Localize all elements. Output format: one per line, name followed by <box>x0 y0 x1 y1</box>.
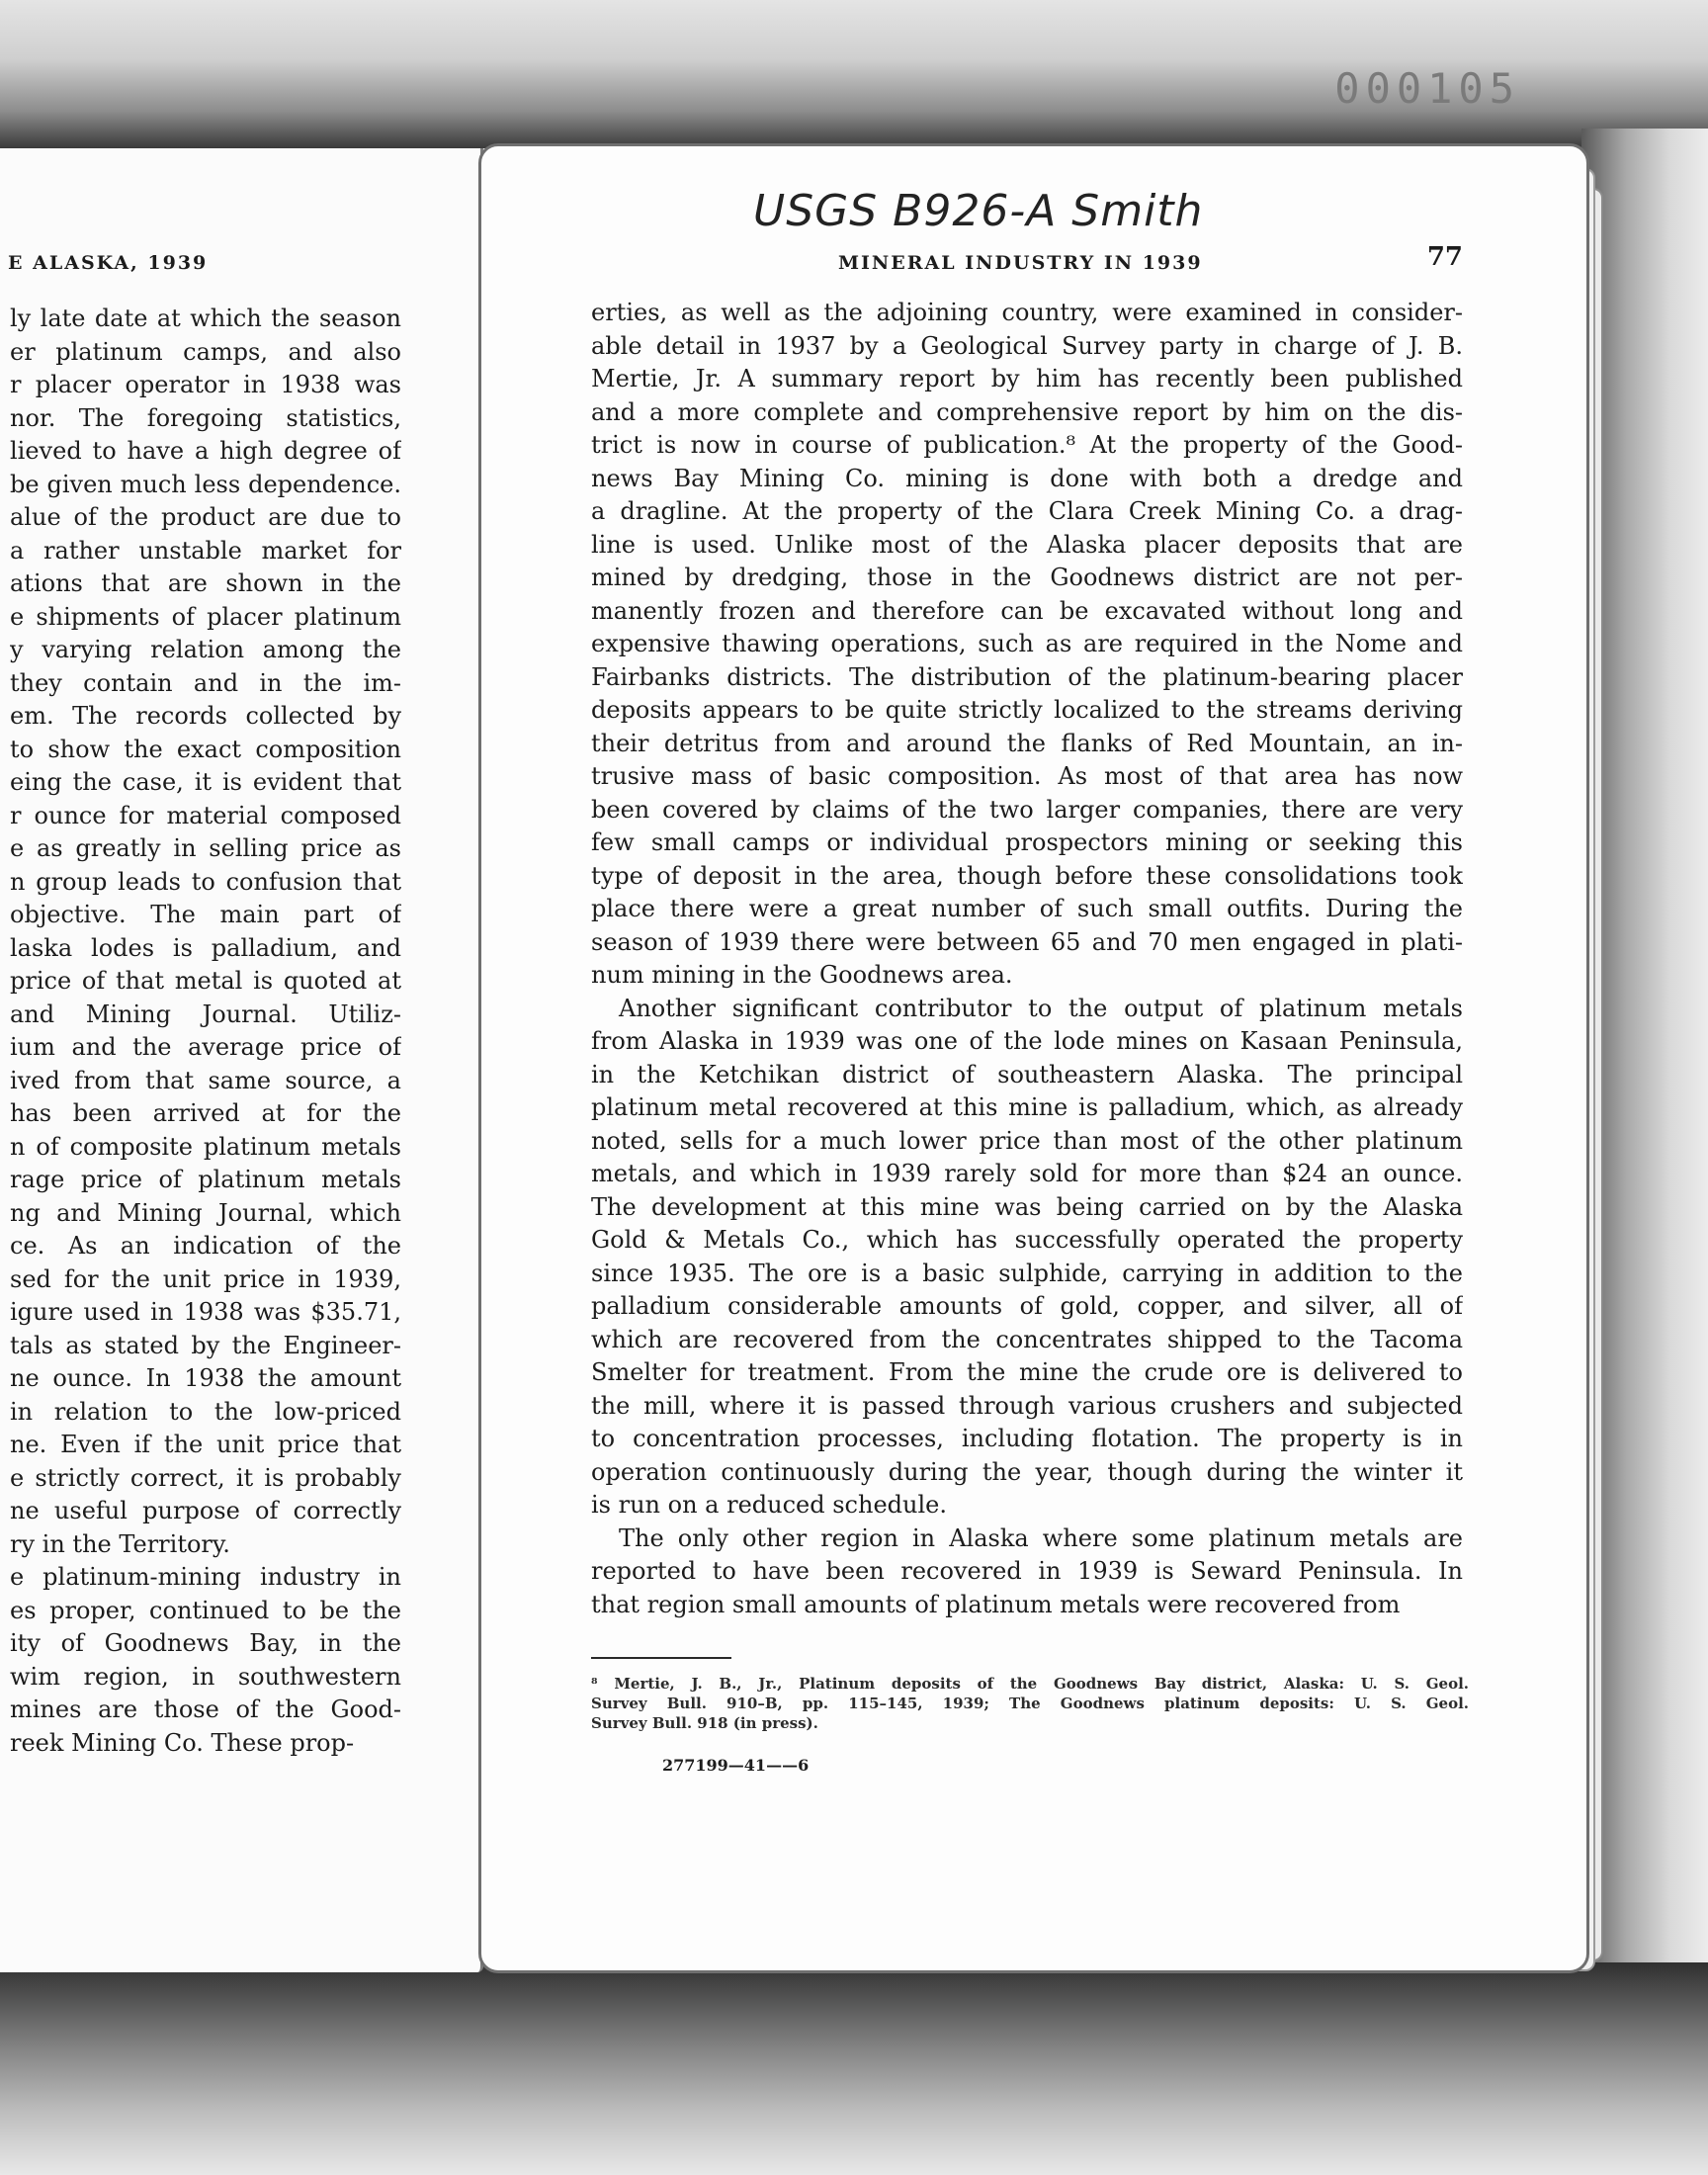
text-line: Another significant contributor to the output of platinum metals <box>619 994 1463 1022</box>
text-line: operation continuously during the year, though during the winter it <box>591 1457 1463 1486</box>
text-line: palladium considerable amounts of gold, copper, and silver, all of <box>591 1292 1463 1320</box>
left-page-text <box>10 303 401 1785</box>
text-line: noted, sells for a much lower price than most of the other platinum <box>591 1126 1463 1155</box>
text-line: ium and the average price of <box>10 1033 401 1061</box>
text-line: season of 1939 there were between 65 and 70 men engaged in plati- <box>591 927 1463 956</box>
text-line: mines are those of the Good- <box>10 1696 401 1723</box>
text-line: which are recovered from the concentrates shipped to the Tacoma <box>591 1325 1463 1353</box>
text-line: n of composite platinum metals <box>10 1132 401 1161</box>
text-line: their detritus from and around the flanks of Red Mountain, an in- <box>591 729 1463 757</box>
text-line: Mertie, Jr. A summary report by him has recently been published <box>591 365 1463 392</box>
text-line: news Bay Mining Co. mining is done with both a dredge and <box>591 464 1463 492</box>
text-line: to concentration processes, including flotation. The property is in <box>591 1425 1463 1452</box>
text-line: trict is now in course of publication.⁸ At the property of the Good- <box>591 431 1463 459</box>
text-line: a dragline. At the property of the Clara Creek Mining Co. a drag- <box>591 497 1463 525</box>
text-line: e platinum-mining industry in <box>10 1563 401 1591</box>
text-line: ne useful purpose of correctly <box>10 1497 401 1524</box>
text-line: ry in the Territory. <box>10 1529 230 1558</box>
text-line: from Alaska in 1939 was one of the lode mines on Kasaan Peninsula, <box>591 1027 1463 1055</box>
text-line: The only other region in Alaska where some platinum metals are <box>619 1523 1463 1552</box>
text-line: wim region, in southwestern <box>10 1662 401 1691</box>
text-line: r ounce for material composed <box>10 801 401 829</box>
text-line: has been arrived at for the <box>10 1099 401 1127</box>
text-line: Smelter for treatment. From the mine the crude ore is delivered to <box>591 1358 1463 1386</box>
text-line: eing the case, it is evident that <box>10 768 401 796</box>
text-line: Survey Bull. 918 (in press). <box>591 1714 818 1732</box>
text-line: nor. The foregoing statistics, <box>10 403 401 432</box>
text-line: mined by dredging, those in the Goodnews district are not per- <box>591 564 1463 591</box>
text-line: ly late date at which the season <box>10 304 401 332</box>
scanner-shadow-bottom <box>0 1962 1708 2175</box>
text-line: in relation to the low-priced <box>10 1397 401 1426</box>
text-line: em. The records collected by <box>10 702 401 730</box>
text-line: the mill, where it is passed through various crushers and subjected <box>591 1391 1463 1420</box>
text-line: e as greatly in selling price as <box>10 834 401 862</box>
text-line: y varying relation among the <box>10 636 401 663</box>
text-line: metals, and which in 1939 rarely sold for more than $24 an ounce. <box>591 1160 1463 1187</box>
page-number: 77 <box>1426 242 1463 272</box>
text-line: been covered by claims of the two larger companies, there are very <box>591 795 1463 824</box>
text-line: ity of Goodnews Bay, in the <box>10 1629 401 1657</box>
text-line: ations that are shown in the <box>10 569 401 597</box>
text-line: to show the exact composition <box>10 735 401 763</box>
text-line: num mining in the Goodnews area. <box>591 961 1013 989</box>
text-line: be given much less dependence. <box>10 470 401 498</box>
text-line: manently frozen and therefore can be excavated without long and <box>591 596 1463 625</box>
footnote <box>591 1674 1469 1743</box>
text-line: Gold & Metals Co., which has successfully operated the property <box>591 1226 1463 1254</box>
text-line: a rather unstable market for <box>10 536 401 565</box>
text-line: place there were a great number of such small outfits. During the <box>591 895 1463 922</box>
right-running-head: MINERAL INDUSTRY IN 1939 <box>838 252 1203 274</box>
text-line: r placer operator in 1938 was <box>10 371 401 398</box>
text-line: rage price of platinum metals <box>10 1166 401 1193</box>
text-line: erties, as well as the adjoining country, were examined in consider- <box>591 299 1463 326</box>
text-line: reek Mining Co. These prop- <box>10 1728 355 1757</box>
text-line: they contain and in the im- <box>10 668 401 697</box>
footnote-rule <box>591 1657 731 1659</box>
right-page-text <box>591 297 1463 1661</box>
text-line: few small camps or individual prospectors mining or seeking this <box>591 828 1463 856</box>
text-line: igure used in 1938 was $35.71, <box>10 1298 401 1326</box>
text-line: since 1935. The ore is a basic sulphide, carrying in addition to the <box>591 1259 1463 1287</box>
text-line: objective. The main part of <box>10 901 401 928</box>
text-line: n group leads to confusion that <box>10 867 401 896</box>
text-line: platinum metal recovered at this mine is palladium, which, as already <box>591 1093 1463 1121</box>
text-line: deposits appears to be quite strictly localized to the streams deriving <box>591 696 1463 724</box>
text-line: expensive thawing operations, such as are required in the Nome and <box>591 630 1463 657</box>
text-line: lieved to have a high degree of <box>10 437 401 465</box>
text-line: laska lodes is palladium, and <box>10 933 401 962</box>
text-line: e strictly correct, it is probably <box>10 1463 401 1492</box>
handwritten-note: USGS B926-A Smith <box>753 186 1204 236</box>
text-line: sed for the unit price in 1939, <box>10 1264 401 1293</box>
text-line: and Mining Journal. Utiliz- <box>10 1000 401 1028</box>
text-line: alue of the product are due to <box>10 503 401 531</box>
text-line: trusive mass of basic composition. As most of that area has now <box>591 762 1463 790</box>
text-line: ne. Even if the unit price that <box>10 1431 401 1458</box>
text-line: ne ounce. In 1938 the amount <box>10 1364 401 1392</box>
text-line: and a more complete and comprehensive report by him on the dis- <box>591 397 1463 426</box>
text-line: price of that metal is quoted at <box>10 967 401 995</box>
text-line: ived from that same source, a <box>10 1066 401 1094</box>
text-line: Fairbanks districts. The distribution of the platinum-bearing placer <box>591 662 1463 691</box>
text-line: Survey Bull. 910–B, pp. 115–145, 1939; The Goodnews platinum deposits: U. S. Geol. <box>591 1695 1469 1712</box>
text-line: ce. As an indication of the <box>10 1232 401 1260</box>
text-line: e shipments of placer platinum <box>10 602 401 631</box>
text-line: is run on a reduced schedule. <box>591 1491 947 1519</box>
text-line: The development at this mine was being carried on by the Alaska <box>591 1192 1463 1221</box>
left-running-head: E ALASKA, 1939 <box>8 252 209 274</box>
text-line: ng and Mining Journal, which <box>10 1198 401 1227</box>
text-line: reported to have been recovered in 1939 is Seward Peninsula. In <box>591 1557 1463 1585</box>
text-line: tals as stated by the Engineer- <box>10 1331 401 1359</box>
archive-stamp-number: 000105 <box>1334 64 1520 113</box>
text-line: in the Ketchikan district of southeastern Alaska. The principal <box>591 1060 1463 1088</box>
text-line: type of deposit in the area, though before these consolidations took <box>591 861 1463 890</box>
text-line: er platinum camps, and also <box>10 337 401 366</box>
text-line: ⁸ Mertie, J. B., Jr., Platinum deposits of the Goodnews Bay district, Alaska: U. S. Geol. <box>591 1675 1469 1693</box>
print-imprint: 277199—41——6 <box>662 1756 810 1775</box>
text-line: line is used. Unlike most of the Alaska placer deposits that are <box>591 530 1463 559</box>
text-line: that region small amounts of platinum metals were recovered from <box>591 1590 1401 1618</box>
text-line: es proper, continued to be the <box>10 1596 401 1624</box>
text-line: able detail in 1937 by a Geological Survey party in charge of J. B. <box>591 331 1463 360</box>
